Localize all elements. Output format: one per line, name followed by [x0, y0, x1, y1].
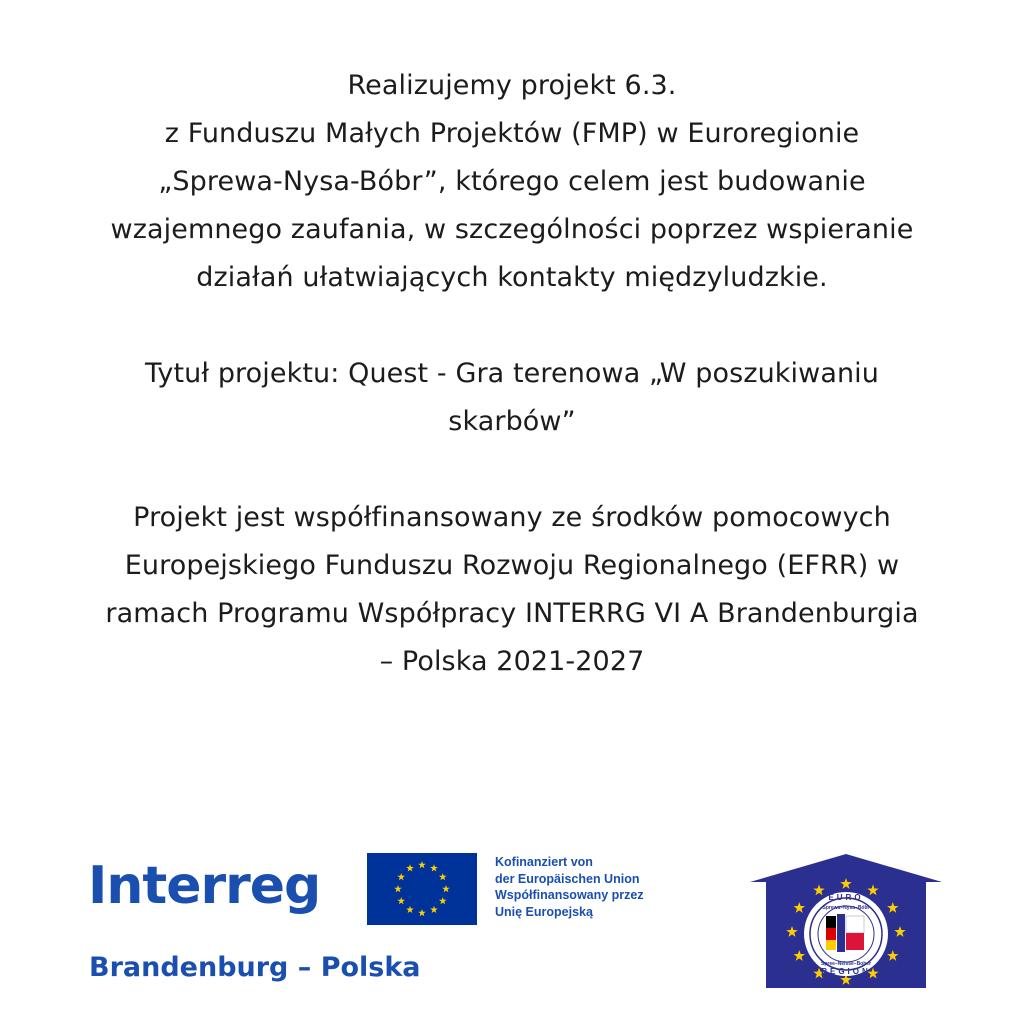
- project-title-line: Tytuł projektu: Quest - Gra terenowa „W poszukiwaniu: [145, 358, 879, 389]
- project-title-line: skarbów”: [448, 406, 576, 437]
- euroregion-top-text: EURO: [828, 893, 864, 902]
- paragraph-gap: [0, 302, 1024, 350]
- eu-caption-line: der Europäischen Union: [495, 871, 640, 886]
- eu-cofinancing-caption: [495, 854, 644, 920]
- funding-line: ramach Programu Współpracy INTERRG VI A Brandenburgia: [105, 598, 919, 629]
- interreg-region-label: Brandenburg – Polska: [89, 952, 421, 983]
- eu-caption-line: Współfinansowany przez: [495, 888, 644, 902]
- project-title-paragraph: [0, 350, 1024, 446]
- intro-line: „Sprewa-Nysa-Bóbr”, którego celem jest budowanie: [158, 166, 866, 197]
- interreg-word-text: Interreg: [88, 856, 321, 916]
- intro-line: wzajemnego zaufania, w szczególności poprzez wspieranie: [110, 214, 914, 245]
- euroregion-house-icon: [746, 852, 946, 990]
- euroregion-bottom-text: REGION: [821, 967, 871, 976]
- intro-line: z Funduszu Małych Projektów (FMP) w Euroregionie: [164, 118, 860, 149]
- eu-caption-line: Kofinanziert von: [495, 855, 593, 869]
- eu-caption-line: Unię Europejską: [495, 904, 593, 919]
- funding-line: Projekt jest współfinansowany ze środków pomocowych: [133, 502, 891, 533]
- intro-line: Realizujemy projekt 6.3.: [347, 70, 677, 101]
- intro-line: działań ułatwiających kontakty międzyludzkie.: [196, 262, 828, 293]
- funding-paragraph: [0, 494, 1024, 686]
- funding-line: – Polska 2021-2027: [379, 646, 645, 677]
- intro-paragraph: [0, 62, 1024, 302]
- interreg-logo-word: [88, 856, 320, 916]
- euroregion-flags-emblem: [826, 914, 864, 952]
- euroregion-ring-text-top: Sprewa–Nysa–Bóbr: [822, 905, 870, 911]
- project-announcement: [0, 62, 1024, 686]
- eu-flag-icon: [367, 853, 477, 925]
- euroregion-ring-text-bottom: Spree–Neisse–Bober: [820, 961, 872, 967]
- funding-line: Europejskiego Funduszu Rozwoju Regionalnego (EFRR) w: [124, 550, 900, 581]
- paragraph-gap: [0, 446, 1024, 494]
